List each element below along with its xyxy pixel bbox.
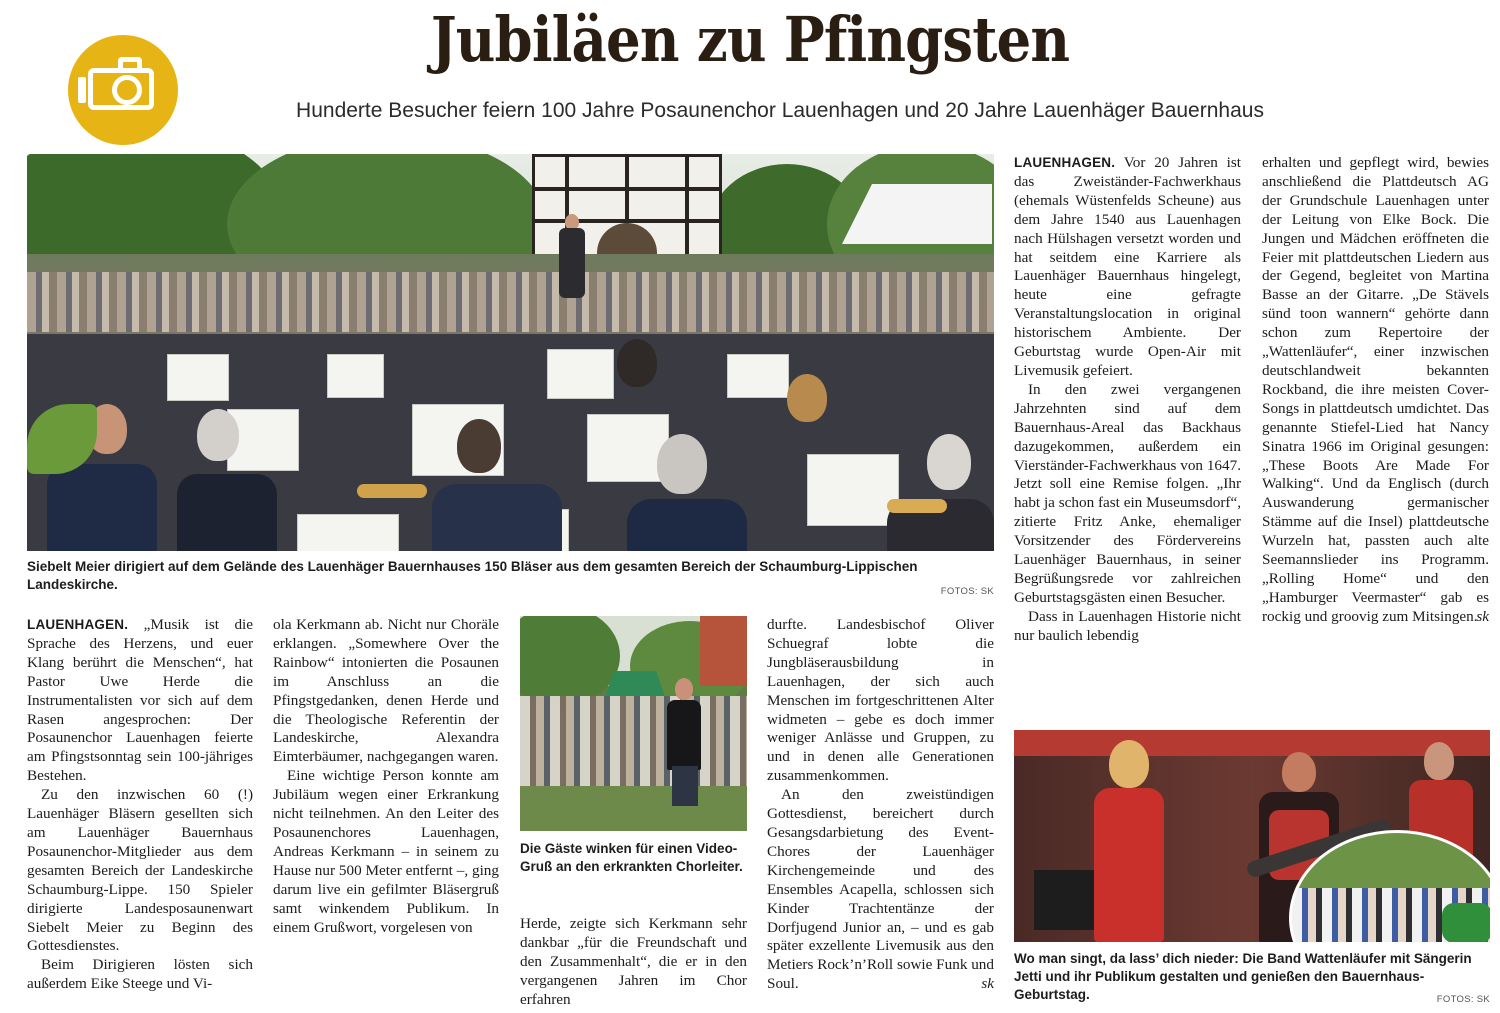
article2-dateline: LAUENHAGEN. — [1014, 155, 1116, 170]
article1-col4-p1: durfte. Landesbischof Oliver Schuegraf lobte die Jungbläserausbildung in Lauenhagen, der sich auch Menschen im fortgeschrittenen Alter widmeten – gebe es doch immer weniger Anlässe und Gruppen, zu und in denen alle Generationen zusammenkommen. — [767, 616, 994, 785]
photo-band-wattenlaeufer — [1014, 730, 1490, 942]
conductor — [557, 214, 587, 304]
photo-brass-choir — [27, 154, 994, 551]
subheadline: Hunderte Besucher feiern 100 Jahre Posaunenchor Lauenhagen und 20 Jahre Lauenhäger Bauernhaus — [296, 99, 1264, 122]
band-photo-credit: FOTOS: SK — [1436, 994, 1490, 1005]
article1-col3-p1: Herde, zeigte sich Kerkmann sehr dankbar „für die Freundschaft und den Zusammenhalt“, die er in den vergangenen Jahren im Chor erfahren — [520, 915, 747, 1008]
article2-signature: sk — [1476, 607, 1489, 625]
band-photo-caption: Wo man singt, da lass’ dich nieder: Die Band Wattenläufer mit Sängerin Jetti und ihr Publikum gestalten und genießen den Bauernhaus-Geburtstag. — [1014, 951, 1472, 1002]
article1-column-1 — [27, 616, 253, 994]
article2-column-1 — [1014, 154, 1241, 646]
article2-column-2 — [1262, 154, 1489, 627]
article1-column-2 — [273, 616, 499, 937]
main-photo-caption: Siebelt Meier dirigiert auf dem Gelände des Lauenhäger Bauernhauses 150 Bläser aus dem gesamten Bereich der Schaumburg-Lippischen Landeskirche. — [27, 559, 918, 592]
main-photo-credit: FOTOS: SK — [940, 586, 994, 597]
article1-col2-p1: ola Kerkmann ab. Nicht nur Choräle erklangen. „Somewhere Over the Rainbow“ intonierten die Posaunen im Anschluss an die Pfingstgedanken, denen Herde und die Theologische Referentin der Landeskirche, Alexandra Eimterbäumer, nachgegangen waren. — [273, 616, 499, 766]
article1-col1-p3: Beim Dirigieren lösten sich außerdem Eike Steege und Vi- — [27, 956, 253, 993]
small-photo-caption: Die Gäste winken für einen Video-Gruß an den erkrankten Chorleiter. — [520, 841, 743, 874]
article1-col1-p1: „Musik ist die Sprache des Herzens, und euer Klang berührt die Menschen“, hat Pastor Uwe Herde die Instrumentalisten vor sich auf dem Rasen angesprochen: Der Posaunenchor Lauenhagen feierte am Pfingstsonntag sein 100-jähriges Bestehen. — [27, 616, 254, 785]
article2-col1-p3: Dass in Lauenhagen Historie nicht nur baulich lebendig — [1014, 607, 1241, 644]
article1-col2-p2: Eine wichtige Person konnte am Jubiläum wegen einer Erkrankung nicht teilnehmen. An den Leiter des Posaunenchores Lauenhagen, Andreas Kerkmann – in seinem zu Hause nur 500 Meter entfernt –, ging darum live ein gefilmter Bläsergruß samt winkendem Publikum. In einem Grußwort, vorgelesen von — [273, 767, 499, 936]
headline: Jubiläen zu Pfingsten — [430, 3, 1070, 76]
article1-column-3 — [520, 915, 747, 1010]
article2-col1-p1: Vor 20 Jahren ist das Zweiständer-Fachwerkhaus (ehemals Wüstenfelds Scheune) aus dem Jahre 1540 aus Lauenhagen nach Hülshagen versetzt worden und hat seitdem eine Karriere als Lauenhäger Bauernhaus hingelegt, heute eine gefragte Veranstaltungslocation in original historischem Ambiente. Der Geburtstag wurde Open-Air mit Livemusik gefeiert. — [1014, 154, 1241, 379]
article2-col1-p2: In den zwei vergangenen Jahrzehnten sind auf dem Bauernhaus-Areal das Backhaus dazugekommen, außerdem ein Vierständer-Fachwerkhaus von 1647. Jetzt soll eine Remise folgen. „Ihr habt ja schon fast ein Museumsdorf“, zitierte Fritz Anke, ehemaliger Vorsitzender des Fördervereins Lauenhäger Bauernhaus, in seiner Begrüßungsrede vor zahlreichen Geburtstagsgästen einen Besucher. — [1014, 380, 1241, 606]
photo-inset-audience — [1289, 830, 1490, 942]
article2-col2-p1: erhalten und gepflegt wird, bewies anschließend die Plattdeutsch AG der Grundschule Lauenhagen unter der Leitung von Elke Bock. Die Jungen und Mädchen eröffneten die Feier mit plattdeutschen Liedern aus der Gegend, begleitet von Martina Basse an der Gitarre. „De Stävels sünd toon wannern“ gehörte dann schon zum Repertoire der „Wattenläufer“, einer inzwischen deutschlandweit bekannten Rockband, die ihre meisten Cover-Songs in plattdeutsch umdichtet. Das genannte Stiefel-Lied hat Nancy Sinatra 1966 im Original gesungen: „These Boots Are Made For Walking“. Und da Englisch (durch Auswanderung germanischer Stämme auf die Insel) plattdeutsche Wurzeln hat, passten auch alte Seemannslieder ins Programm. „Rolling Home“ und den „Hamburger Veermaster“ gab es rockig und groovig zum Mitsingen. — [1262, 154, 1489, 625]
article1-col1-p2: Zu den inzwischen 60 (!) Lauenhäger Bläsern gesellten sich am Lauenhäger Bauernhaus Posaunenchor-Mitglieder aus dem gesamten Bereich der Landeskirche Schaumburg-Lippe. 150 Spieler dirigierte Landesposaunenwart Siebelt Meier zu Beginn des Gottesdienstes. — [27, 786, 253, 955]
article1-dateline: LAUENHAGEN. — [27, 617, 129, 632]
article1-column-4 — [767, 616, 994, 994]
photo-waving-guests — [520, 616, 747, 831]
article1-col4-p2: An den zweistündigen Gottesdienst, bereichert durch Gesangsdarbietung des Event-Chores der Lauenhäger Kirchengemeinde und des Ensembles Acapella, schlossen sich Kinder Trachtentänze der Dorfjugend Junior an, – und es gab später exzellente Livemusik aus den Metiers Rock’n’Roll sowie Funk und Soul. — [767, 786, 994, 993]
article1-signature: sk — [981, 975, 994, 993]
